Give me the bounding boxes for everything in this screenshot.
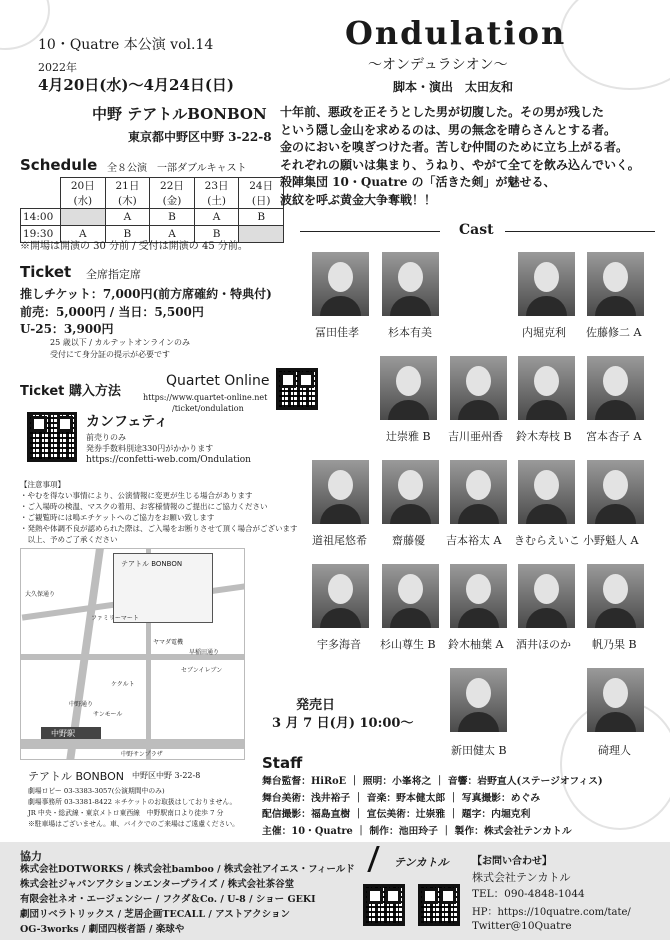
cast-name: 杉本有美 <box>388 326 432 339</box>
map-label: 早稲田通り <box>189 649 220 656</box>
cast-cell: A <box>150 226 195 243</box>
map-label: ケクルト <box>111 681 135 688</box>
cast-label: Cast <box>459 222 494 238</box>
cast-photo <box>312 252 369 316</box>
cast-photo <box>382 564 439 628</box>
map-label: ファミリーマート <box>91 615 139 622</box>
cast-name: 道祖尾悠希 <box>312 534 367 547</box>
qr-code-twitter[interactable] <box>418 884 460 926</box>
brand-name: テンカトル <box>394 856 449 869</box>
staff-line: 配信撮影：福島直樹 ｜ 宣伝美術：辻崇雅 ｜ 題字：内堀克利 <box>262 809 531 820</box>
u25-note: 25 歳以下 / カルテットオンラインのみ <box>50 338 191 347</box>
footer-band <box>0 842 670 940</box>
cast-cell: B <box>105 226 150 243</box>
quartet-online-link[interactable]: https://www.quartet-online.net <box>143 393 268 402</box>
synopsis-line: 殺陣集団 10・Quatre の「活きた剣」が魅せる、 <box>280 175 556 189</box>
note-line: ・発熱や体調不良が認められた際は、ご入場をお断りさせて頂く場合がございます <box>20 524 298 533</box>
year: 2022年 <box>38 61 77 74</box>
cast-name: きむらえいこ <box>514 534 580 547</box>
qr-code-quartet[interactable] <box>276 368 318 410</box>
time-cell: 19:30 <box>21 226 61 243</box>
synopsis-line: 十年前、悪政を正そうとした男が切腹した。その男が残した <box>280 105 605 119</box>
cast-photo <box>312 564 369 628</box>
venue-info-line: JR 中央・総武線・東京メトロ東西線 中野駅南口より徒歩 7 分 <box>28 809 224 817</box>
cast-photo <box>518 564 575 628</box>
cast-photo <box>518 252 575 316</box>
purchase-label: Ticket 購入方法 <box>20 384 121 399</box>
cast-photo <box>450 356 507 420</box>
schedule-footnote: ※開場は開演の 30 分前 / 受付は開演の 45 分前。 <box>20 241 248 252</box>
cast-photo <box>587 356 644 420</box>
cast-photo <box>587 564 644 628</box>
cast-name: 新田健太 B <box>451 744 507 757</box>
cast-name: 酒井ほのか <box>516 638 571 651</box>
cast-name: 宇多海音 <box>317 638 361 651</box>
venue-info-line: ※駐車場はございません。車、バイクでのご来場はご遠慮ください。 <box>28 820 239 828</box>
credit: 脚本・演出 太田友和 <box>393 80 514 94</box>
cast-name: 帆乃果 B <box>592 638 637 651</box>
cast-name: 鈴木柚葉 A <box>448 638 504 651</box>
venue-block-info <box>28 786 239 830</box>
cooperation-line: 株式会社ジャパンアクションエンタープライズ / 株式会社茶谷堂 <box>20 879 295 890</box>
wave-decoration <box>560 0 670 90</box>
page-title: Ondulation <box>345 14 567 52</box>
confetti-link[interactable]: https://confetti-web.com/Ondulation <box>86 455 251 465</box>
cast-photo <box>382 252 439 316</box>
venue-address: 東京都中野区中野 3-22-8 <box>128 130 272 144</box>
cast-cell: A <box>194 209 239 226</box>
note-line: ・やむを得ない事情により、公演情報に変更が生じる場合があります <box>20 491 253 500</box>
confetti-note: 前売りのみ <box>86 433 126 442</box>
release-date: 3 月 7 日(月) 10:00〜 <box>272 716 414 731</box>
cast-photo <box>587 252 644 316</box>
ticket-label: Ticket <box>20 263 72 281</box>
cast-name: 吉本裕太 A <box>446 534 502 547</box>
cast-photo <box>312 460 369 524</box>
company-vol: 10・Quatre 本公演 vol.14 <box>38 37 214 53</box>
cast-photo <box>518 356 575 420</box>
brand-logo-icon <box>367 846 396 872</box>
day-header: 23日(土) <box>194 178 239 209</box>
cast-name: 齋藤優 <box>392 534 425 547</box>
cast-cell: B <box>150 209 195 226</box>
contact-twitter[interactable]: Twitter@10Quatre <box>472 920 572 932</box>
schedule-table <box>20 177 284 243</box>
cast-name: 内堀克利 <box>522 326 566 339</box>
staff-line: 舞台美術：浅井裕子 ｜ 音楽：野本健太郎 ｜ 写真撮影：めぐみ <box>262 792 541 804</box>
cast-divider-right <box>505 231 655 232</box>
ticket-price-advance: 前売：5,000円 / 当日：5,500円 <box>20 305 204 319</box>
day-header: 21日(木) <box>105 178 150 209</box>
cast-photo <box>518 460 575 524</box>
cast-photo <box>450 668 507 732</box>
release-label: 発売日 <box>296 698 336 713</box>
contact-tel: TEL：090-4848-1044 <box>472 888 585 900</box>
venue-block-addr: 中野区中野 3-22-8 <box>132 771 201 780</box>
cast-name: 冨田佳孝 <box>315 326 359 339</box>
cooperation-line: 劇団リベラトリックス / 芝居企画TECALL / アストアクション <box>20 909 290 920</box>
venue-block-name: テアトル BONBON <box>28 770 124 783</box>
cast-name: 吉川亜州香 <box>448 430 503 443</box>
confetti-name: カンフェティ <box>86 414 169 430</box>
cast-photo <box>382 460 439 524</box>
qr-code-confetti[interactable] <box>27 412 77 462</box>
ticket-price-u25: U-25：3,900円 <box>20 322 114 336</box>
synopsis-line: という隠し金山を求めるのは、男の無念を晴らさんとする者。 <box>280 122 617 137</box>
synopsis-line: 波紋を呼ぶ黄金大争奪戦！！ <box>280 192 437 207</box>
schedule-label: Schedule <box>20 156 98 174</box>
cast-photo <box>587 460 644 524</box>
cooperation-line: 株式会社DOTWORKS / 株式会社bamboo / 株式会社アイエス・フィールド <box>20 864 355 875</box>
cooperation-list <box>20 862 355 937</box>
map-station: 中野駅 <box>51 729 75 738</box>
access-map <box>20 548 245 760</box>
confetti-note: 発券手数料別途330円がかかります <box>86 444 214 453</box>
cast-name: 宮本杏子 A <box>586 430 642 443</box>
map-label: セブンイレブン <box>181 667 223 674</box>
venue-info-line: 劇場ロビー 03-3383-3057(公演期間中のみ) <box>28 787 165 795</box>
cooperation-line: 有限会社ネオ・エージェンシー / フクダ＆Co. / U-8 / ショー GEKI <box>20 894 316 905</box>
cast-name: 杉山尊生 B <box>380 638 436 651</box>
staff-line: 舞台監督：HiRoE ｜ 照明：小峯将之 ｜ 音響：岩野直人(ステージオフィス) <box>262 776 603 787</box>
venue-info-line: 劇場事務所 03-3381-8422 ＊チケットのお取扱はしておりません。 <box>28 798 237 806</box>
date-range: 4月20日(水)〜4月24日(日) <box>38 76 235 94</box>
map-label: 大久保通り <box>25 591 56 598</box>
staff-line: 主催：10・Quatre ｜ 制作：池田玲子 ｜ 製作：株式会社テンカトル <box>262 825 572 837</box>
cast-cell: B <box>239 209 284 226</box>
note-line: ・ご観覧時には鳴エチケットへのご協力をお願い致します <box>20 513 215 522</box>
day-header: 24日(日) <box>239 178 284 209</box>
page-subtitle: 〜オンデュラシオン〜 <box>368 57 508 73</box>
cast-photo <box>380 356 437 420</box>
synopsis-line: 金のにおいを嗅ぎつけた者。苦しむ仲間のために立ち上がる者。 <box>280 140 629 154</box>
cast-name: 佐藤修二 A <box>586 326 642 339</box>
contact-label: 【お問い合わせ】 <box>472 856 552 867</box>
cast-cell: A <box>105 209 150 226</box>
day-header: 22日(金) <box>150 178 195 209</box>
cast-divider-left <box>300 231 440 232</box>
notes <box>20 479 298 545</box>
cast-photo <box>450 460 507 524</box>
cast-name: 碕理人 <box>598 744 631 757</box>
cast-name: 小野魁人 A <box>583 534 639 547</box>
cooperation-line: OG-3works / 劇団四桜者語 / 楽球や <box>20 924 185 935</box>
note-line: ・ご入場時の検温、マスクの着用、お客様情報のご提出にご協力ください <box>20 502 268 511</box>
note-line: 以上、予めご了承ください <box>20 535 118 544</box>
map-label: サンモール <box>93 711 123 718</box>
cast-name: 鈴木寿枝 B <box>516 430 572 443</box>
cast-photo <box>587 668 644 732</box>
staff-credits <box>262 774 603 840</box>
time-cell: 14:00 <box>21 209 61 226</box>
schedule-note: 全８公演 一部ダブルキャスト <box>107 163 247 174</box>
quartet-online-link[interactable]: /ticket/ondulation <box>172 404 244 413</box>
cast-cell: A <box>61 226 106 243</box>
contact-hp[interactable]: HP：https://10quatre.com/tate/ <box>472 907 631 918</box>
cast-photo <box>450 564 507 628</box>
map-label: 中野サンプラザ <box>121 751 163 758</box>
cooperation-label: 協力 <box>20 850 42 863</box>
contact-company: 株式会社テンカトル <box>472 871 571 884</box>
map-venue-label: テアトル BONBON <box>121 560 183 568</box>
synopsis <box>280 104 640 209</box>
note-line: 【注意事項】 <box>20 480 65 489</box>
qr-code-website[interactable] <box>363 884 405 926</box>
map-label: ヤマダ電機 <box>153 639 184 646</box>
cast-cell <box>61 209 106 226</box>
u25-note: 受付にて身分証の提示が必要です <box>50 350 170 359</box>
quartet-online-name: Quartet Online <box>166 373 270 389</box>
synopsis-line: それぞれの願いは集まり、うねり、やがて全てを飲み込んでいく。 <box>280 157 640 172</box>
map-label: 中野通り <box>69 701 94 708</box>
day-header: 20日(水) <box>61 178 106 209</box>
seat-type: 全席指定席 <box>86 268 141 281</box>
staff-label: Staff <box>262 754 303 772</box>
cast-cell: B <box>194 226 239 243</box>
ticket-price-oshi: 推しチケット：7,000円(前方席確約・特典付) <box>20 287 272 301</box>
cast-name: 辻崇雅 B <box>386 430 431 443</box>
venue-name: 中野 テアトルBONBON <box>92 105 267 123</box>
